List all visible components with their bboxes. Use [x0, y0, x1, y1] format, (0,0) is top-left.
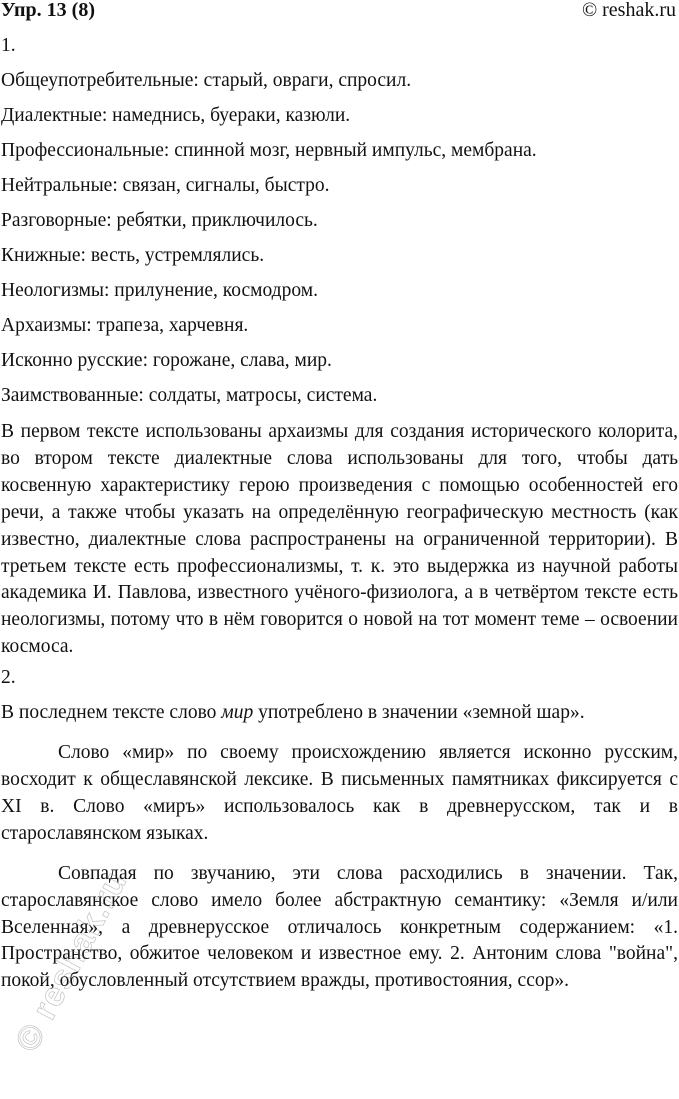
list-item: Исконно русские: горожане, слава, мир. [1, 350, 332, 371]
list-item: Неологизмы: прилунение, космодром. [1, 280, 318, 301]
section1-paragraph: В первом тексте использованы архаизмы для создания исторического колорита, во втором тексте диалектные слова использованы для того, чтобы дать косвенную характеристику герою произведения с помощью особенностей его речи, а также чтобы указать на определённую географическую местность (как известно, диалектные слова распространены на ограниченной территории). В третьем тексте есть профессионализмы, т. к. это выдержка из научной работы академика И. Павлова, известного учёного-физиолога, а в четвёртом тексте есть неологизмы, потому что в нём говорится о новой на тот момент теме – освоении космоса. [1, 421, 678, 658]
section2-paragraph-2: Совпадая по звучанию, эти слова расходились в значении. Так, старославянское слово имело более абстрактную семантику: «Земля и/или Вселенная», а древнерусское отличалось конкретным содержанием: «1. Пространство, обжитое человеком и известное ему. 2. Антоним слова "война", покой, обусловленный отсутствием вражды, противостояния, ссор». [1, 862, 678, 992]
list-item: Разговорные: ребятки, приключилось. [1, 210, 318, 231]
exercise-title: Упр. 13 (8) [1, 0, 96, 21]
watermark: © reshak.ru [8, 864, 135, 1058]
intro-text-before: В последнем тексте слово [1, 702, 222, 724]
list-item: Диалектные: намеднись, буераки, казюли. [1, 105, 351, 126]
section2-paragraph-1: Слово «мир» по своему происхождению является исконно русским, восходит к общеславянской лексике. В письменных памятниках фиксируется с XI в. Слово «миръ» использовалось как в древнерусском, так и в старославянском языках. [1, 742, 678, 844]
list-item: Заимствованные: солдаты, матросы, система. [1, 385, 378, 406]
intro-italic-word: мир [221, 702, 254, 724]
section2-intro [1, 700, 678, 727]
list-item: Архаизмы: трапеза, харчевня. [1, 315, 249, 336]
list-item: Профессиональные: спинной мозг, нервный импульс, мембрана. [1, 140, 537, 161]
page-header [1, 0, 678, 25]
copyright-label: © reshak.ru [581, 0, 676, 21]
list-item: Нейтральные: связан, сигналы, быстро. [1, 175, 330, 196]
section-number-2: 2. [1, 667, 16, 689]
intro-text-after: употреблено в значении «земной шар». [253, 702, 585, 724]
section-number-1: 1. [1, 35, 16, 56]
list-item: Книжные: весть, устремлялись. [1, 245, 265, 266]
word-category-list [1, 68, 678, 409]
list-item: Общеупотребительные: старый, овраги, спросил. [1, 70, 412, 91]
